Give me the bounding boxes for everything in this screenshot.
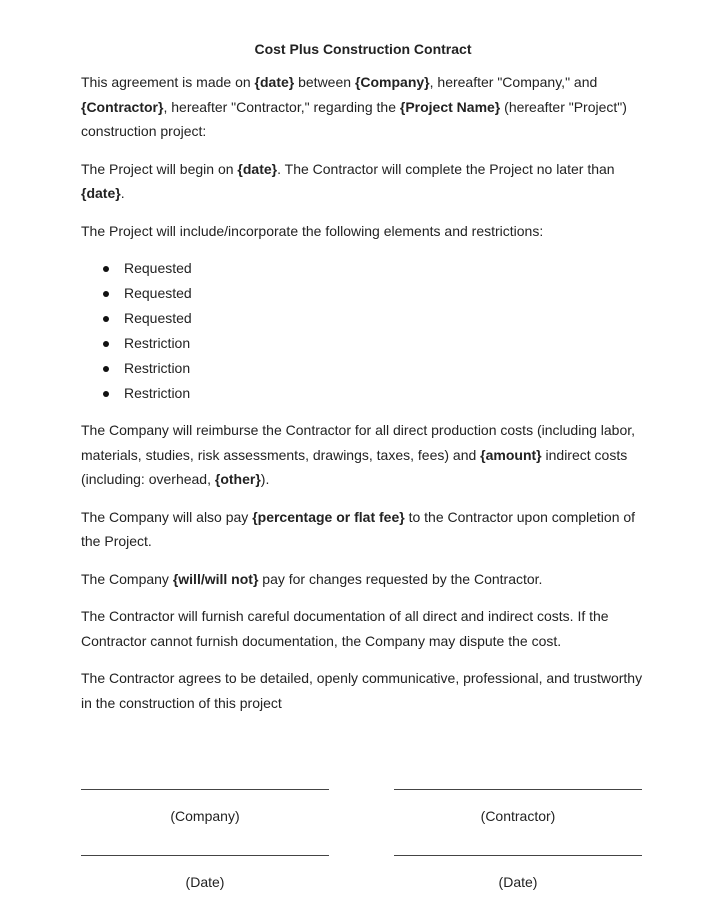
- text-run: The Project will begin on: [81, 160, 238, 177]
- text-run: . The Contractor will complete the Project no later than: [277, 160, 615, 177]
- list-item: [81, 306, 646, 331]
- elements-list: [81, 256, 646, 405]
- text-run: , hereafter "Contractor," regarding the: [163, 98, 400, 115]
- text-run: .: [120, 185, 125, 201]
- amount-placeholder: {amount}: [480, 446, 542, 463]
- bullet-icon: [103, 366, 109, 372]
- text-run: , hereafter "Company," and: [429, 74, 598, 90]
- text-run: between: [294, 74, 355, 90]
- will-placeholder: {will/will not}: [172, 570, 259, 587]
- contractor-signature-label: (Contractor): [480, 808, 556, 824]
- list-item: [81, 256, 646, 281]
- text-run: indirect costs (including: overhead,: [81, 446, 628, 488]
- text-run: The Company will also pay: [81, 508, 253, 525]
- document-title: Cost Plus Construction Contract: [254, 41, 472, 57]
- bullet-icon: [103, 266, 109, 272]
- changes-paragraph: [81, 567, 646, 592]
- documentation-paragraph: The Contractor will furnish careful documentation of all direct and indirect costs. If the Contractor cannot furnish documentation, the Company may dispute the cost.: [81, 608, 609, 649]
- list-item-label: Requested: [124, 260, 192, 276]
- contractor-placeholder: {Contractor}: [81, 98, 164, 115]
- fee-placeholder: {percentage or flat fee}: [252, 508, 405, 525]
- text-run: This agreement is made on: [81, 74, 255, 90]
- fee-paragraph: [81, 505, 646, 554]
- text-run: to the Contractor upon completion of the Project.: [81, 508, 636, 550]
- text-run: The Company: [81, 570, 173, 587]
- list-item: [81, 331, 646, 356]
- list-item: [81, 381, 646, 406]
- list-item-label: Restriction: [124, 359, 191, 376]
- bullet-icon: [103, 291, 109, 297]
- elements-intro-paragraph: The Project will include/incorporate the following elements and restrictions:: [81, 222, 544, 239]
- company-date-label: (Date): [185, 874, 225, 890]
- company-placeholder: {Company}: [354, 74, 430, 90]
- text-run: (hereafter "Project") construction project:: [81, 98, 627, 139]
- bullet-icon: [103, 341, 109, 347]
- list-item: [81, 356, 646, 381]
- list-item-label: Restriction: [124, 334, 191, 351]
- intro-paragraph: [81, 70, 646, 144]
- schedule-paragraph: [81, 157, 646, 206]
- list-item-label: Requested: [124, 309, 192, 326]
- list-item-label: Requested: [124, 284, 192, 301]
- text-run: The Company will reimburse the Contractor for all direct production costs (including labor, materials, studies, risk assessments, drawings, taxes, fees) and: [81, 422, 636, 463]
- text-run: pay for changes requested by the Contractor.: [258, 570, 543, 587]
- end-date-placeholder: {date}: [81, 185, 121, 201]
- other-placeholder: {other}: [214, 471, 261, 488]
- bullet-icon: [103, 316, 109, 322]
- list-item-label: Restriction: [124, 384, 191, 401]
- company-signature-label: (Company): [170, 808, 240, 824]
- contractor-date-line: [394, 855, 642, 856]
- list-item: [81, 281, 646, 306]
- agreement-paragraph: The Contractor agrees to be detailed, openly communicative, professional, and trustworthy in the construction of this project: [81, 670, 643, 711]
- reimbursement-paragraph: [81, 418, 646, 492]
- company-date-line: [81, 855, 329, 856]
- text-run: ).: [260, 471, 270, 488]
- company-signature-line: [81, 789, 329, 790]
- date-placeholder: {date}: [254, 74, 295, 90]
- bullet-icon: [103, 391, 109, 397]
- start-date-placeholder: {date}: [237, 160, 278, 177]
- document-body: [81, 70, 646, 728]
- project-name-placeholder: {Project Name}: [399, 98, 501, 115]
- contractor-signature-line: [394, 789, 642, 790]
- contractor-date-label: (Date): [498, 874, 538, 890]
